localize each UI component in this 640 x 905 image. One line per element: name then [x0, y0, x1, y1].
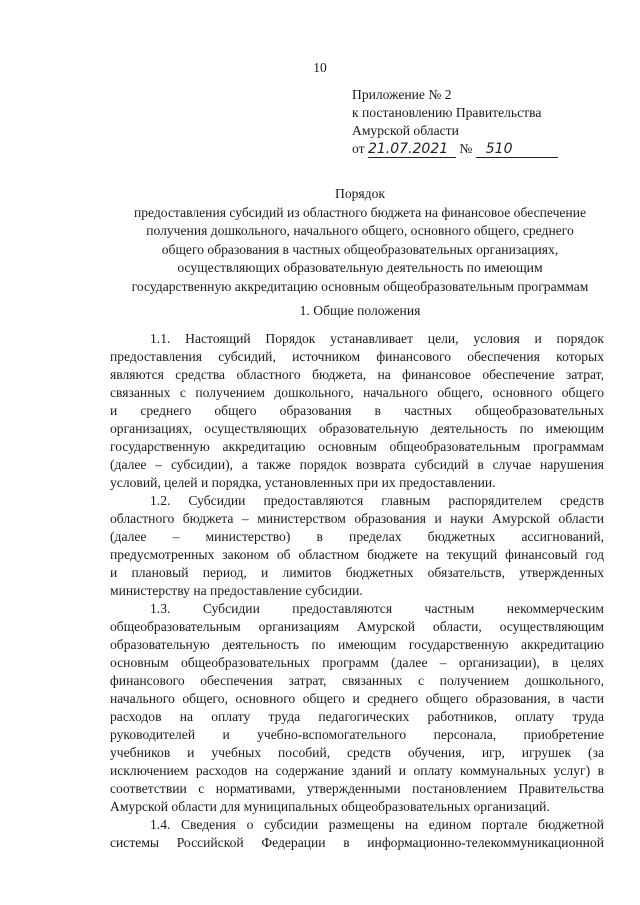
text-line: (далее – субсидии), а также порядок возврата субсидий в случае нарушения	[110, 457, 604, 472]
appendix-line: к постановлению Правительства	[352, 105, 542, 120]
text-line: основным общеобразовательных программ (далее – организации), в целях	[110, 655, 604, 670]
handwritten-date: 21.07.2021	[368, 142, 456, 158]
text-line: министерству на предоставление субсидии.	[110, 583, 363, 598]
text-line: 1.1. Настоящий Порядок устанавливает цели, условия и порядок	[150, 331, 604, 346]
title-line: получения дошкольного, начального общего, основного общего, среднего	[146, 223, 574, 238]
text-line: связанных с получением дошкольного, начального общего, основного общего	[110, 385, 604, 400]
text-line: областного бюджета – министерством образования и науки Амурской области	[110, 511, 604, 526]
title-line: государственную аккредитацию основным общеобразовательным программам	[131, 278, 589, 294]
text-line: условий, целей и порядка, установленных при их предоставлении.	[110, 475, 496, 490]
text-line: 1.2. Субсидии предоставляются главным распорядителем средств	[150, 493, 604, 508]
text-line: 1.3. Субсидии предоставляются частным некоммерческим	[150, 601, 604, 616]
text-line: (далее – министерство) в пределах бюджетных ассигнований,	[110, 529, 604, 544]
date-prefix: от	[352, 141, 365, 156]
page-number: 10	[313, 60, 327, 75]
text-line: учебников и учебных пособий, средств обучения, игр, игрушек (за	[110, 745, 604, 760]
text-line: начального общего, основного общего и среднего общего образования, в части	[110, 691, 604, 706]
title-line: предоставления субсидий из областного бюджета на финансовое обеспечение	[133, 204, 587, 220]
text-line: предусмотренных законом об областном бюджете на текущий финансовый год	[110, 547, 604, 562]
text-line: и среднего общего образования в частных общеобразовательных	[110, 403, 604, 418]
text-line: соответствии с нормативами, утвержденными постановлением Правительства	[110, 781, 604, 796]
handwritten-number: 510	[476, 142, 558, 158]
section-heading: 1. Общие положения	[299, 303, 421, 318]
title-heading: Порядок	[335, 186, 385, 201]
text-line: организациях, осуществляющих образовательную деятельность по имеющим	[110, 421, 604, 436]
number-prefix: №	[459, 141, 473, 156]
appendix-date-line	[352, 140, 558, 158]
text-line: и плановый период, и лимитов бюджетных обязательств, утвержденных	[110, 565, 604, 580]
text-line: образовательную деятельность по имеющим государственную аккредитацию	[110, 637, 604, 652]
appendix-line: Амурской области	[352, 123, 459, 138]
text-line: расходов на оплату труда педагогических работников, оплату труда	[110, 709, 604, 724]
text-line: государственную аккредитацию основным общеобразовательным программам	[110, 439, 604, 454]
text-line: предоставления субсидий, источником финансового обеспечения которых	[110, 349, 604, 364]
title-line: осуществляющих образовательную деятельность по имеющим	[177, 260, 543, 275]
document-title	[100, 185, 620, 296]
body-text	[110, 330, 604, 852]
text-line: руководителей и учебно-вспомогательного персонала, приобретение	[110, 727, 604, 742]
text-line: являются средства областного бюджета, на финансовое обеспечение затрат,	[110, 367, 604, 382]
appendix-line: Приложение № 2	[352, 87, 452, 102]
appendix-block	[352, 86, 558, 158]
text-line: общеобразовательным организациям Амурской области, осуществляющим	[110, 619, 604, 634]
text-line: Амурской области для муниципальных общеобразовательных организаций.	[110, 799, 550, 814]
text-line: 1.4. Сведения о субсидии размещены на едином портале бюджетной	[150, 817, 604, 832]
text-line: исключением расходов на содержание зданий и оплату коммунальных услуг) в	[110, 763, 604, 778]
text-line: системы Российской Федерации в информационно-телекоммуникационной	[110, 835, 604, 850]
title-line: общего образования в частных общеобразовательных организациях,	[161, 241, 559, 257]
text-line: финансового обеспечения затрат, связанных с получением дошкольного,	[110, 673, 604, 688]
